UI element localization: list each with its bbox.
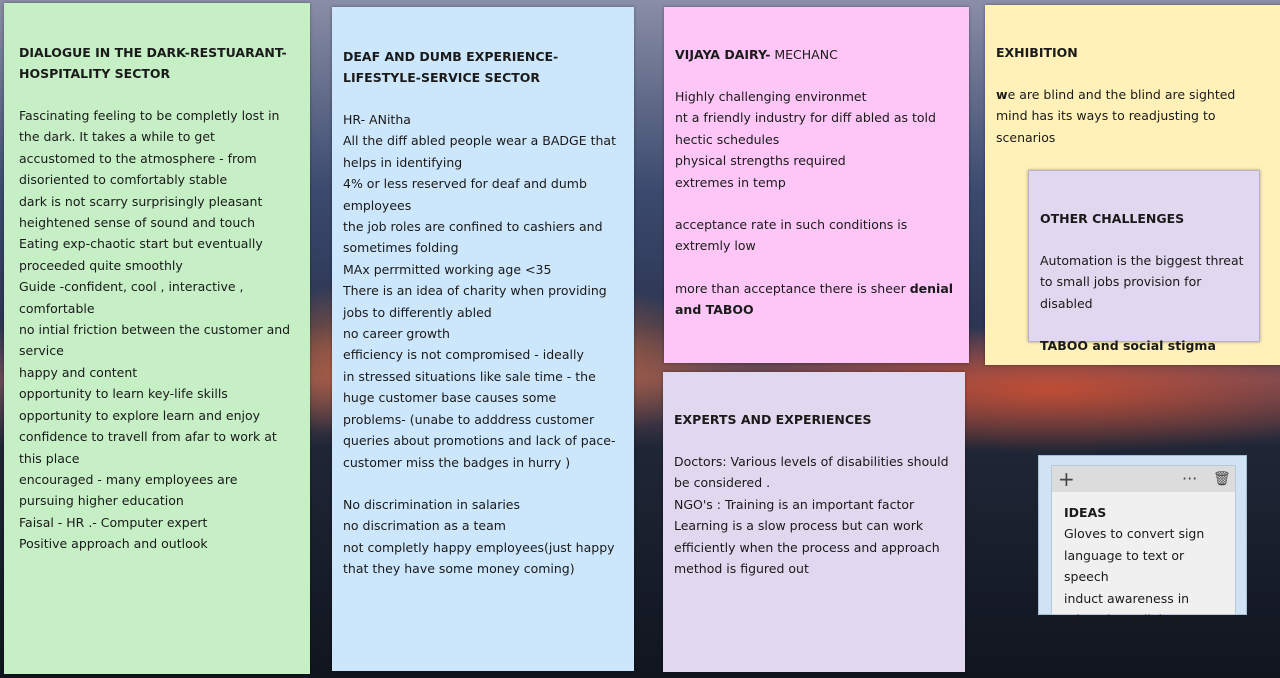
note-line: confidence to travell from afar to work at this place — [19, 429, 277, 466]
note-line-bold: denial and TABOO — [675, 280, 954, 318]
note-line: MAx perrmitted working age <35 — [343, 261, 552, 277]
note-line: acceptance rate in such conditions is extremly low — [675, 217, 908, 254]
note-title: DEAF AND DUMB EXPERIENCE- LIFESTYLE-SERVICE SECTOR — [343, 49, 559, 85]
note-line — [996, 84, 1272, 105]
note-line: not completly happy employees(just happy that they have some money coming) — [343, 539, 615, 577]
note-line-plain: more than acceptance there is sheer — [675, 280, 910, 296]
blank-line — [675, 257, 958, 278]
note-line: no discrimation as a team — [343, 518, 506, 534]
note-line — [1040, 335, 1249, 356]
note-body — [675, 86, 958, 321]
blank-line — [343, 473, 622, 494]
note-line: Highly challenging environmet — [675, 89, 867, 104]
note-line: There is an idea of charity when providing jobs to differently abled — [343, 283, 607, 320]
sticky-note-vijaya-dairy[interactable] — [664, 7, 969, 363]
add-note-button[interactable]: + — [1058, 467, 1075, 491]
note-line: opportunity to explore learn and enjoy — [19, 407, 261, 423]
note-line: Doctors: Various levels of disabilities should be considered . — [674, 454, 949, 491]
note-line: Learning is a slow process but can work efficiently when the process and approach method is figured out — [674, 518, 940, 577]
note-line: NGO's : Training is an important factor — [674, 496, 915, 512]
note-title: OTHER CHALLENGES — [1040, 211, 1185, 226]
delete-note-button[interactable]: 🗑 — [1213, 471, 1231, 487]
note-line: nt a friendly industry for diff abled as told — [675, 110, 936, 126]
note-line: Fascinating feeling to be completly lost in the dark. It takes a while to get accustomed to the atmosphere - from disoriented to comfortably stable — [19, 108, 280, 188]
note-line: Gloves to convert sign language to text or speech — [1064, 526, 1205, 585]
note-line: 4% or less reserved for deaf and dumb employees — [343, 176, 587, 213]
note-line: mind has its ways to readjusting to scenarios — [996, 108, 1216, 145]
menu-button[interactable]: ··· — [1182, 469, 1198, 488]
note-line: Automation is the biggest threat to small jobs provision for disabled — [1040, 253, 1244, 311]
note-toolbar — [1052, 466, 1235, 492]
sticky-note-ideas[interactable] — [1051, 465, 1236, 628]
note-line: efficiency is not compromised - ideally — [343, 347, 584, 363]
sticky-note-dialogue-in-the-dark[interactable] — [4, 3, 310, 674]
note-line: the job roles are confined to cashiers and sometimes folding — [343, 219, 603, 256]
note-line: encouraged - many employees are pursuing higher education — [19, 471, 238, 509]
note-line: heightened sense of sound and touch — [19, 215, 256, 231]
note-line — [675, 278, 958, 321]
sticky-note-experts-and-experiences[interactable] — [663, 372, 965, 672]
note-line: Guide -confident, cool , interactive , comfortable — [19, 279, 244, 316]
note-line: Positive approach and outlook — [19, 536, 208, 552]
note-line-bold: w — [996, 87, 1008, 102]
note-line: Faisal - HR .- Computer expert — [19, 514, 208, 530]
note-line: All the diff abled people wear a BADGE that helps in identifying — [343, 133, 616, 170]
sticky-note-ideas-window[interactable] — [1038, 455, 1247, 628]
note-line-plain: e are blind and the blind are sighted — [1007, 87, 1236, 102]
note-editor[interactable] — [1052, 492, 1235, 630]
note-title: IDEAS — [1064, 505, 1107, 520]
note-line: HR- ANitha — [343, 112, 411, 127]
note-line: no career growth — [343, 326, 450, 342]
note-line: extremes in temp — [675, 174, 786, 190]
blank-line — [675, 193, 958, 214]
note-title: EXHIBITION — [996, 45, 1078, 60]
note-body — [674, 451, 951, 579]
note-line: induct awareness in education syllabus — [1064, 590, 1190, 628]
note-title: EXPERTS AND EXPERIENCES — [674, 412, 872, 427]
note-title: DIALOGUE IN THE DARK-RESTUARANT-HOSPITALITY SECTOR — [19, 45, 287, 81]
sticky-note-deaf-and-dumb-experience[interactable] — [332, 7, 634, 671]
note-line: No discrimination in salaries — [343, 496, 521, 512]
note-line-bold: TABOO and social stigma — [1040, 338, 1216, 354]
note-line: no intial friction between the customer and service — [19, 322, 291, 359]
sticky-note-other-challenges[interactable] — [1028, 170, 1260, 354]
blank-line — [1040, 314, 1249, 335]
note-line: happy and content — [19, 364, 138, 380]
note-line: dark is not scarry surprisingly pleasant — [19, 193, 263, 209]
note-body — [343, 109, 622, 580]
note-title-rest: MECHANC — [770, 47, 838, 62]
note-title-bold: VIJAYA DAIRY- — [675, 47, 771, 62]
note-line: opportunity to learn key-life skills — [19, 386, 228, 402]
note-body — [19, 105, 295, 555]
note-line: in stressed situations like sale time - the huge customer base causes some problems- (unabe to adddress customer queries about promotions and lack of pace- customer miss the badges in hurry ) — [343, 368, 616, 470]
note-line: Eating exp-chaotic start but eventually proceeded quite smoothly — [19, 236, 263, 273]
note-title — [675, 44, 958, 65]
note-line: hectic schedules — [675, 131, 780, 147]
note-line: physical strengths required — [675, 153, 846, 169]
